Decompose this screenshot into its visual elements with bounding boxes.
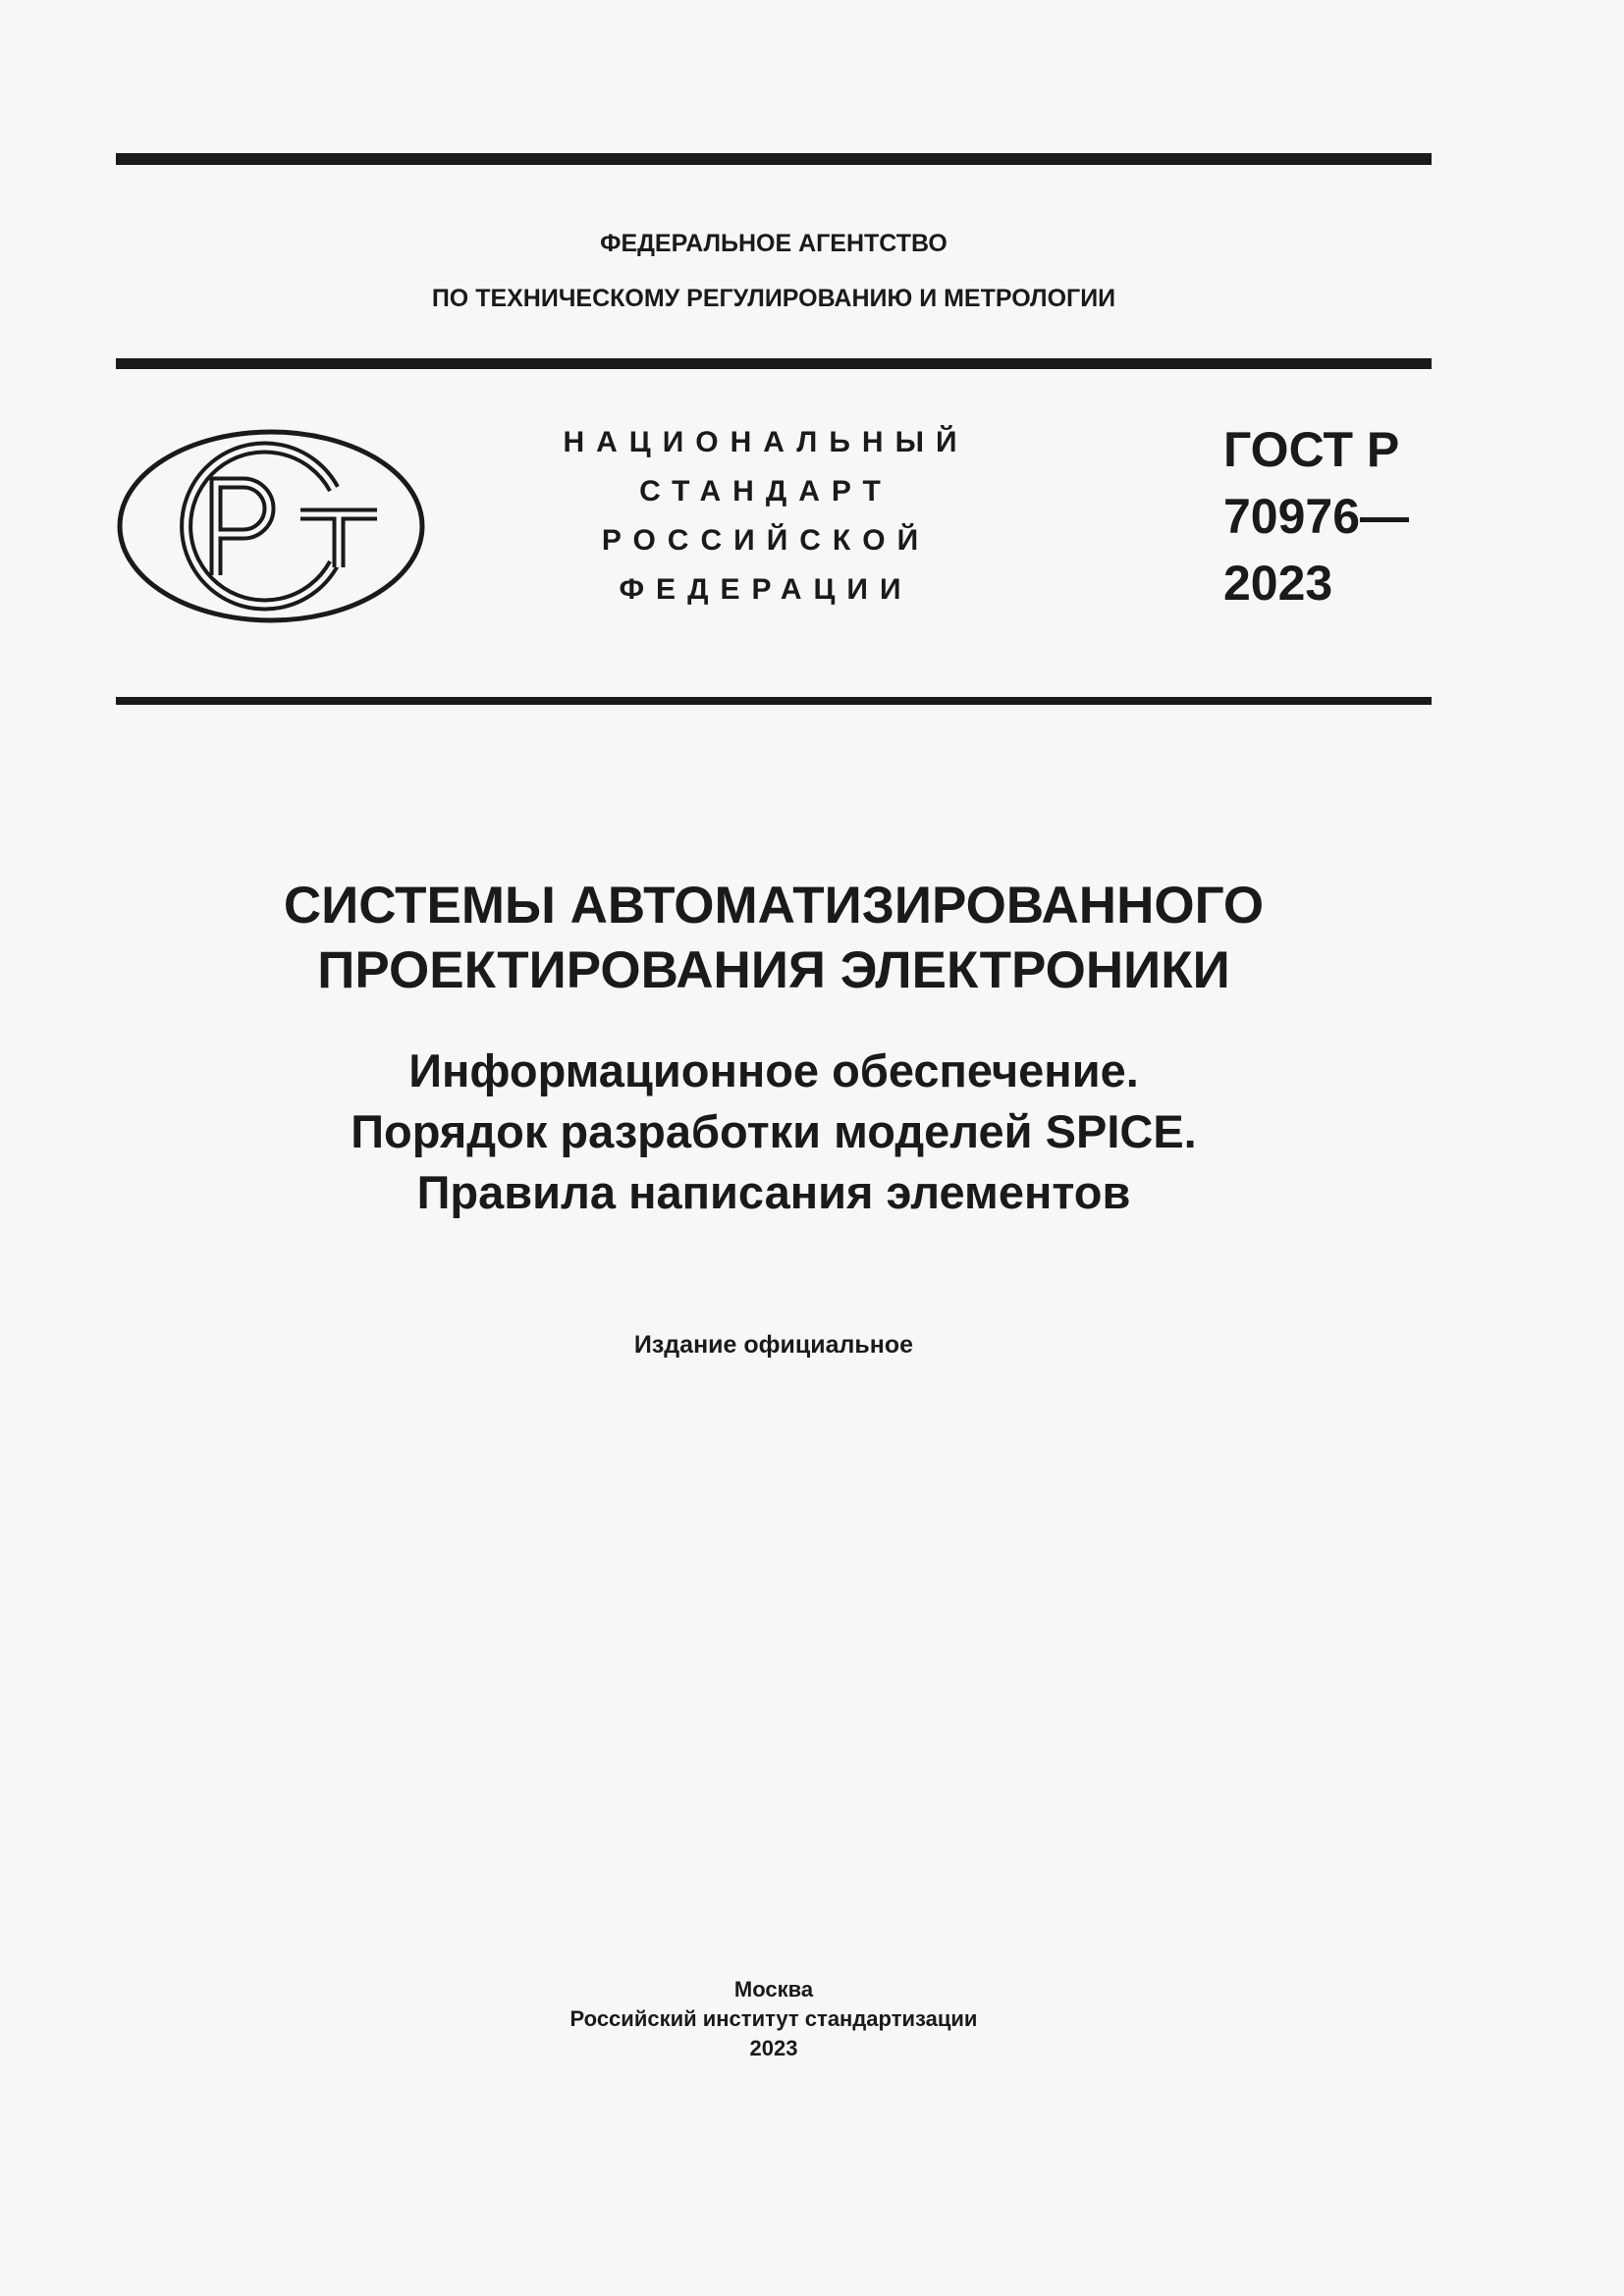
edition-label: Издание официальное [633, 1331, 914, 1359]
footer-city: Москва [733, 1977, 814, 2002]
top-rule [116, 153, 1432, 165]
footer-publisher: Российский институт стандартизации [569, 2006, 978, 2031]
title-line-1: СИСТЕМЫ АВТОМАТИЗИРОВАННОГО [283, 877, 1265, 934]
document-title [116, 874, 1432, 1003]
national-line-2: СТАНДАРТ [639, 475, 893, 507]
subtitle-line-2: Порядок разработки моделей SPICE. [351, 1105, 1197, 1157]
agency-line-1: ФЕДЕРАЛЬНОЕ АГЕНТСТВО [600, 230, 947, 257]
footer-year: 2023 [749, 2036, 798, 2060]
title-line-2: ПРОЕКТИРОВАНИЯ ЭЛЕКТРОНИКИ [317, 941, 1230, 999]
national-line-4: ФЕДЕРАЦИИ [619, 573, 913, 606]
bottom-rule [116, 697, 1432, 705]
rst-logo-icon [116, 428, 426, 624]
designation-line-3: 2023 [1223, 556, 1333, 611]
standard-designation [1223, 416, 1409, 616]
subtitle-line-1: Информационное обеспечение. [408, 1044, 1139, 1096]
national-line-1: НАЦИОНАЛЬНЫЙ [563, 426, 969, 458]
national-line-3: РОССИЙСКОЙ [601, 524, 931, 557]
designation-line-2: 70976— [1223, 489, 1410, 544]
national-standard-label [535, 418, 997, 614]
agency-line-2: ПО ТЕХНИЧЕСКОМУ РЕГУЛИРОВАНИЮ И МЕТРОЛОГИИ [431, 285, 1116, 312]
document-subtitle [116, 1041, 1432, 1223]
designation-line-1: ГОСТ Р [1223, 422, 1400, 477]
middle-rule [116, 358, 1432, 369]
agency-header [116, 216, 1432, 326]
publisher-footer [116, 1975, 1432, 2063]
subtitle-line-3: Правила написания элементов [416, 1166, 1131, 1218]
